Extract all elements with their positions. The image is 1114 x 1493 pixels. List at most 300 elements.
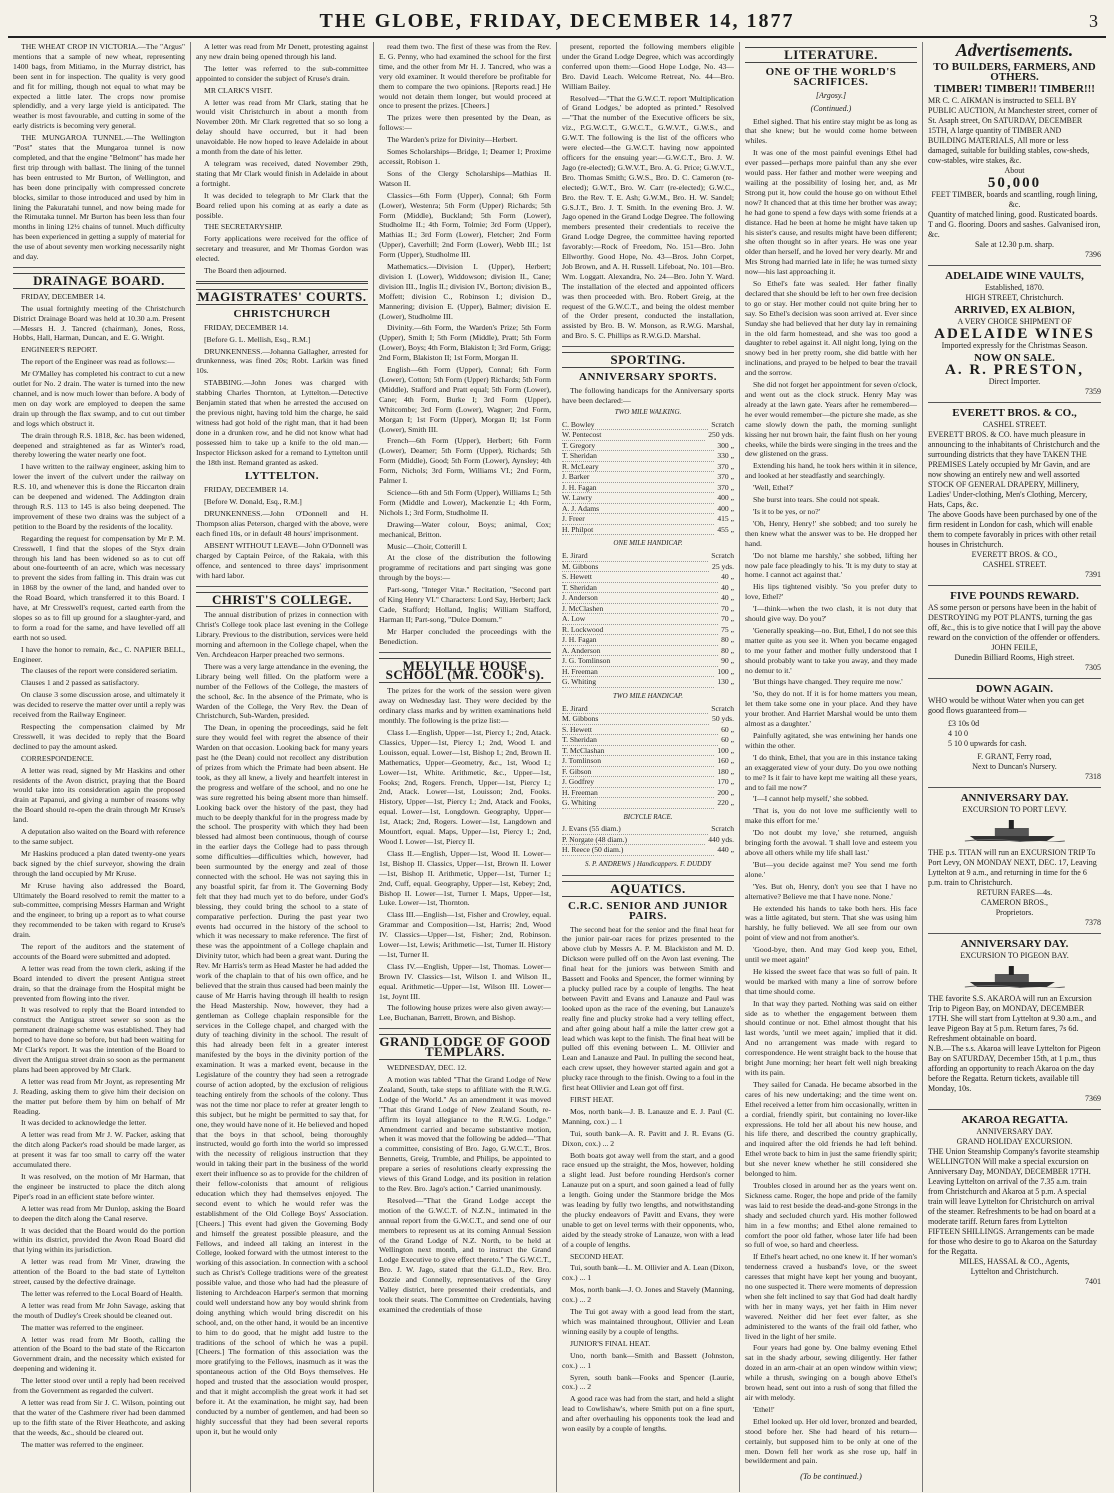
drapery-ad bbox=[928, 408, 1101, 580]
competitor-name: R. McLeary bbox=[562, 462, 714, 473]
paragraph: STABBING.—John Jones was charged with stabbing Charles Thornton, at Lyttelton.—Detective Benjamin stated that when he arrested the accused on the previous night, having told him the charge, he said witness had got hold of the right man, that it had been done in a drunken row, and he did not know what had possessed him to take up a knife to the old man.—Inspector Hickson asked for a remand to Lyttelton until the 18th inst. Remand granted as asked. bbox=[196, 378, 368, 467]
paragraph: The annual distribution of prizes in connection with Christ's College took place last evening in the College Library. Previous to the distribution, services were held morning and afternoon in the College chapel, when the Ven. Archdeacon Harper preached two sermons. bbox=[196, 610, 368, 660]
paragraph: Classics—6th Form (Upper), Connal; 6th Form (Lower), Westenra; 5th Form (Upper) Richards; 5th Form (Middle), Buckland; 5th Form (Lower), Studholme II.; 4th Form, Tolmie; 3rd Form (Upper), Mathias II.; 3rd Form (Lower), Fletcher; 2nd Form (Upper), Caverhill; 2nd Form (Lower), Webb III.; 1st Form (Upper), Studholme III. bbox=[379, 190, 551, 260]
paragraph: Ethel sighed. That his entire stay might be as long as that she knew; but he would come home between whiles. bbox=[745, 116, 917, 146]
water-ad bbox=[928, 684, 1101, 782]
competitor-name: A. J. Adams bbox=[562, 504, 714, 515]
ad-body: THE Union Steamship Company's favorite steamship WELLINGTON Will make a special excursion on Anniversary Day, MONDAY, DECEMBER 17TH. Leaving Lyttelton on arrival of the 7.35 a.m. train from Christchurch and Akaroa at 5 p.m. A special train will leave Lyttelton for Christchurch on arrival of the steamer. Refreshments to be had on board at a moderate tariff. Return fares from Lyttelton FIFTEEN SHILLINGS. Arrangements can be made for those who desire to go to Akaroa on the Saturday for the Regatta. bbox=[928, 1146, 1100, 1256]
magistrates-courts-heading: MAGISTRATES' COURTS. bbox=[197, 288, 367, 304]
divider bbox=[196, 586, 368, 587]
ad-body: N.B.—The s.s. Akaroa will leave Lyttelton for Pigeon Bay on SATURDAY, December 15th, at 1 p.m., thus affording an opportunity to reach Akaroa on the day before the Regatta. Return tickets, available till Monday, 10s. bbox=[928, 1043, 1101, 1093]
competitor-name: H. Philpot bbox=[562, 525, 714, 536]
paragraph: Forty applications were received for the office of secretary and treasurer, and Mr Thomas Gordon was elected. bbox=[196, 234, 368, 264]
drainage-board-heading: DRAINAGE BOARD. bbox=[13, 273, 185, 289]
paragraph: The second heat for the senior and the final heat for the junior pair-oar races for prizes presented to the above club by Messrs A. P. M. Blackiston and M. D. Dickson were pulled off on the Avon last evening. The final heat for the juniors was between Smith and Bassett and Fooks and Spencer, the former winning by a plucky pulled race by a couple of lengths. The heat between Pavitt and Evans and Lanauze and Paul was looked upon as the race of the evening, but Lanauze's really fine and plucky stroke had a very telling effect, and after going about half a mile the latter crew got a lead which was kept to the finish. The final heat will be pulled off this evening between L. M. Ollivier and Lean and Lanauze and Paul. In pulling the second heat, each crew upset, they however started again and got a plucky race through to the finish. Owing to a foul in the first heat Ollivier and Lean got off first. bbox=[562, 924, 734, 1093]
ad-number: 7396 bbox=[1085, 249, 1101, 259]
ad-subheading: GRAND HOLIDAY EXCURSION. bbox=[956, 1136, 1073, 1146]
paragraph: A letter was read from Mr Dunlop, asking the Board to deepen the ditch along the Canal reserve. bbox=[13, 1203, 185, 1223]
handicap-entry bbox=[562, 635, 734, 646]
handicap-value: 75 „ bbox=[721, 624, 734, 634]
handicap-value: 40 „ bbox=[721, 593, 734, 603]
paragraph: THE SECRETARYSHIP. bbox=[204, 222, 283, 232]
walking-label: TWO MILE WALKING. bbox=[614, 407, 682, 416]
good-templars-continued bbox=[562, 42, 734, 341]
handicap-value: 60 „ bbox=[721, 724, 734, 734]
paragraph: It was decided that the Board would do the portion within its district, provided the Avon Road Board did that lying within its jurisdiction. bbox=[13, 1225, 185, 1255]
handicap-value: 455 „ bbox=[717, 524, 734, 534]
paragraph: Class IV.—English, Upper—1st, Thomas. Lower—Brown IV. Classics—1st, Wilson I. and Wilson II., equal. Arithmetic—Upper—1st, Wilson III. Lower—1st, Joynt III. bbox=[379, 961, 551, 1001]
paragraph: Regarding the request for compensation by Mr P. M. Cresswell, I find that the slopes of the Styx drain through his land has been widened so as to cut off about one-fourteenth of an acre, which was necessary to prevent the sides from falling in. This drain was cut in 1868 by the owner of the land, and handed over to the Road Board, which transferred it to this Board. I have, at Mr Cresswell's request, carted earth from the slopes so as to fill up ground for a slaughter-yard, and to form a road for the same, and have levelled off all earth not so used. bbox=[13, 533, 185, 642]
competitor-name: T. Sheridan bbox=[562, 451, 714, 462]
handicap-entry bbox=[562, 551, 734, 562]
paragraph: The Dean, in opening the proceedings, said he felt sure they would feel with regret the absence of their Warden on that occasion. Looking back for many years past he (the Dean) could not recollect any distribution of prizes from which the Primate had been absent. He took, as they all knew, a lively and heartfelt interest in the progress and welfare of the school, and no one he was sure regretted his being absent more than himself. Looking back over the history of the past, they had much to be deeply thankful for in the progress made by the school. The prosperity with which they had been blessed had almost been continuous, though of course in the earlier days the College had to pass through some difficulties—difficulties which, however, had been surmounted by the energy and zeal of those connected with the school. He was not saying this in any boastful spirit, far from it. The Governing Body felt that they had much yet to do before, under God's blessing, they could bring the school to a state of comparative perfection. During the past year two events had occurred in the history of the school to which it was necessary to make reference. The first of these was the appointment of a College chaplain and Divinity tutor, which had been a great want. During the Rev. Mr Harris's term as Head Master he had added the work of the chaplain to that of his own office, and he believed that the strain thus caused had been mainly the cause of Mr Harris having through ill health to resign the Head Mastership. Now, however, they had a gentleman as College chaplain responsible for the services in the College chapel, and charged with the duty of teaching divinity in the school. The result of this had already been felt in a greater interest manifested by the boys in the divinity portion of the examination. It was a marked event, because in the Legislature of the country they had seen a retrograde course of action adopted, by the exclusion of religious teaching entirely from the schools of the colony. Thus was not the time nor place to refer at greater length to this subject, but he might be permitted to say that, for one, they would have none of it. He believed and hoped that the boys in that school, being thoroughly instructed, would go forth into the world so impressed with the necessity of religious instruction that they would in taking their part in the business of the world exert their influence so as to provide for the children of their fellow-colonists that amount of religious education which they had themselves enjoyed. The second event to which he would refer was the establishment of the Old College Boys' Association. [Cheers.] This event had given the Governing Body and himself the greatest possible pleasure, and the Fellows, and indeed all taking an interest in the College, looked forward with the utmost interest to the working of this association. In connection with a school such as Christ's College traditions were of the greatest possible value, and those who had had the pleasure of listening to Archdeacon Harper's sermon that morning could well understand how any boy would shrink from doing anything which would bring discredit on his school, and, on the other hand, it would be an incentive to him to do good, that he might add lustre to the traditions of the school of which he was a pupil. [Cheers.] The formation of this association was the more gratifying to the Fellows, inasmuch as it was the spontaneous action of the Old Boys themselves. He hoped and trusted that the association would prosper, and that it might accomplish the great work it had set before it. At the examination, he might say, had been conducted by a number of gentlemen, and had been so highly successful that they had been several reports upon it, but he would only bbox=[196, 723, 368, 1436]
handicap-entry bbox=[562, 604, 734, 615]
ad-text: Established, 1870. bbox=[985, 282, 1044, 292]
competitor-name: J. G. Tomlinson bbox=[562, 656, 718, 667]
ad-text: Sale at 12.30 p.m. sharp. bbox=[974, 239, 1055, 249]
competitor-name: A. Low bbox=[562, 614, 718, 625]
paragraph: ENGINEER'S REPORT. bbox=[21, 345, 98, 355]
handicap-value: 440 yds. bbox=[708, 834, 734, 844]
handicap-entry bbox=[562, 451, 734, 462]
competitor-name: W. Lawry bbox=[562, 493, 714, 504]
story-source: [Argosy.] bbox=[815, 90, 847, 100]
handicap-value: 80 „ bbox=[721, 635, 734, 645]
handicap-value: 220 „ bbox=[717, 798, 734, 808]
paragraph: Resolved—"That the G.W.C.T. report 'Multiplication of Grand Lodges,' be adopted as printed." Resolved—"That the number of the Executive officers be six, viz., P.G.W.C.T., G.W.C.T., G.W.V.T., G.W.S., and G.W.T. The following is the list of the officers who were elected—the G.W.C.T. having now appointed officers for the ensuing year:—G.W.C.T., Bro. J. W. Jago (re-elected); G.W.V.T., Bro. A. G. Price; G.W.V.T., Bro. Thomas Smith; G.W.S., Bro. D. C. Cameron (re-elected); G.W.T., Bro. W. Carr (re-elected); G.W.C., Bro. the Rev. T. E. Ash; G.W.M., Bro. H. W. Sandel; G.S.J.T., Bro. J. T. Smith. In the evening Bro. J. W. Jago opened in the Grand Lodge Degree. The following members presented their credentials to receive the Grand Lodge Degree, the committee having reported favorably:—Rock of Freedom, No. 151—Bro. John Ellworthy. Good Hope, No. 43—Bros. John Corpet, Job Brown, and A. H. Russell. Lifeboat, No. 101—Bro. Wm. Loggatt. Alexandra, No. 24—Bro. John Y. Ward. The installation of the elected and appointed officers was then proceeded with. Bro. Robert Greig, at the request of the G.W.C.T., and being the oldest member of the Order present, conducted the installation, assisted by Bro. B. W. Monson, as R.W.G. Marshal, and Bro. S. C. Phillips as R.W.G.D. Marshal. bbox=[562, 93, 734, 341]
handicap-value: Scratch bbox=[711, 419, 734, 429]
paragraph: 'Oh, Henry, Henry!' she sobbed; and too surely he then knew what the answer was to be. He dropped her hand. bbox=[745, 518, 917, 548]
christchurch-court-article bbox=[196, 323, 368, 468]
handicap-entry bbox=[562, 420, 734, 431]
ad-body: EVERETT BROS. & CO. have much pleasure in announcing to the inhabitants of Christchurch and the surrounding districts that they have TAKEN THE PREMISES Lately occupied by Mr Gavin, and are now showing an entirely new and well assorted STOCK OF GENERAL DRAPERY, Millinery, Ladies' Under-clothing, Men's Clothing, Mercery, Hats, Caps, &c. bbox=[928, 429, 1100, 509]
ad-number: 7359 bbox=[1085, 386, 1101, 396]
ad-subheading: NOW ON SALE. bbox=[974, 351, 1055, 364]
paragraph: She did not forget her appointment for seven o'clock, and went out as the clock struck. Henry May was already at the lawn gate. Years after he remembered—he ever would remember—the picture she made, as she came slowly down the path, the morning sunlight kissing her nut brown hair, the faint flush on her young cheeks, while the birds were singing in the trees and the dew glistened on the grass. bbox=[745, 380, 917, 459]
paragraph: Divinity.—6th Form, the Warden's Prize; 5th Form (Upper), Smith I; 5th Form (Middle), Pratt; 5th Form (Lower), Boys; 4th Form, Blakiston I; 3rd Form, Grigg; 2nd Form, Blakiston II; 1st Form, Morgan II. bbox=[379, 323, 551, 363]
competitor-name: H. Freeman bbox=[562, 788, 714, 799]
ad-text: FEET TIMBER, boards and scantling, rough lining, &c. bbox=[931, 189, 1098, 209]
price-row: 5 10 0 upwards for cash. bbox=[948, 738, 1027, 748]
handicap-value: 40 „ bbox=[721, 572, 734, 582]
handicap-value: 50 yds. bbox=[712, 714, 734, 724]
paragraph: Somes Scholarships—Bridge, 1; Deamer 1; Proxime accessit, Robison 1. bbox=[379, 147, 551, 166]
ad-text: A VERY CHOICE SHIPMENT OF bbox=[957, 316, 1072, 326]
good-templars-article bbox=[379, 1063, 551, 1315]
ad-heading: ANNIVERSARY DAY. bbox=[960, 937, 1069, 950]
competitor-name: J. Evans (55 diam.) bbox=[562, 824, 708, 835]
ad-heading: TO BUILDERS, FARMERS, AND OTHERS. bbox=[933, 60, 1096, 83]
paragraph: Mos, north bank—J. B. Lanauze and E. J. Paul (C. Manning, cox.) ... 1 bbox=[562, 1106, 734, 1126]
handicap-value: 370 „ bbox=[717, 461, 734, 471]
handicap-entry bbox=[562, 788, 734, 799]
paragraph: 'Good-bye, then. And may God keep you, Ethel, until we meet again!' bbox=[745, 945, 917, 965]
masthead bbox=[8, 6, 1106, 38]
divider bbox=[928, 402, 1101, 403]
ad-text: CAMERON BROS., bbox=[981, 897, 1048, 907]
paragraph: Troubles closed in around her as the years went on. Sickness came. Roger, the hope and pride of the family was laid to rest beside the dead-and-gone Strongs in the shady and secluded church yard. His mother followed him in a few months; and Ethel alone remained to comfort the poor old father, whose later life had been so full of woe, so hard and cheerless. bbox=[745, 1180, 917, 1250]
handicap-entry bbox=[562, 835, 734, 846]
handicap-entry bbox=[562, 525, 734, 536]
paragraph: A letter was read from Mr Viner, drawing the attention of the Board to the bad state of Lyttelton street, caused by the defective drainage. bbox=[13, 1257, 185, 1287]
paragraph: Tui, south bank—A. R. Pavitt and J. R. Evans (G. Dixon, cox.) ... 2 bbox=[562, 1128, 734, 1148]
christs-college-article bbox=[196, 610, 368, 1436]
ad-text: RETURN FARES—4s. bbox=[976, 887, 1053, 897]
paragraph: Class II.—English, Upper—1st, Wood II. Lower—1st, Bishop II. Classics, Upper—1st, Brown II. Lower—1st, Bishop II. Arithmetic, Upper—1st, Turner I.; 2nd, Cuff, equal. Geography, Upper—1st, Kebey; 2nd, Bishop II. Lower—1st, Turner I. Maps, Upper—1st, Luke. Lower—1st, Thornton. bbox=[379, 848, 551, 908]
ad-heading: AKAROA REGATTA. bbox=[961, 1113, 1068, 1126]
ad-subheading: EXCURSION TO PORT LEVY. bbox=[962, 804, 1067, 814]
paragraph: FRIDAY, DECEMBER 14. bbox=[21, 291, 106, 301]
bicycle-label: BICYCLE RACE. bbox=[623, 812, 673, 821]
handicap-entry bbox=[562, 677, 734, 688]
anniversary-sports-subheading: ANNIVERSARY SPORTS. bbox=[579, 371, 717, 384]
ad-text: HIGH STREET, Christchurch. bbox=[965, 292, 1064, 302]
col1-intro-paras bbox=[13, 42, 185, 262]
paragraph: A letter was read, signed by Mr Haskins and other residents of the Avon district, praying that the Board would take into its consideration again the proposed drain at Papanui, and giving a number of reasons why the Board should re-open the drain through Mr Kruse's land. bbox=[13, 765, 185, 825]
paragraph: Extending his hand, he took hers within it in silence, and looked at her steadfastly and searchingly. bbox=[745, 461, 917, 481]
handicap-entry bbox=[562, 756, 734, 767]
paragraph: The drain through R.S. 1818, &c. has been widened, deepened and straightened as far as Winter's road, thereby lowering the water nearly one foot. bbox=[13, 430, 185, 460]
paragraph: JUNIOR'S FINAL HEAT. bbox=[570, 1338, 651, 1348]
handicap-value: 25 yds. bbox=[712, 561, 734, 571]
ad-text: Direct Importer. bbox=[988, 376, 1041, 386]
sports-intro: The following handicaps for the Anniversary sports have been declared:— bbox=[562, 386, 734, 405]
handicap-value: Scratch bbox=[711, 551, 734, 561]
paragraph: I have written to the railway engineer, asking him to lower the invert of the culvert under the railway on R.S. 10, and whenever this is done the Riccarton drain can be deepened and widened. The Addington drain through R.S. 113 to 145 is also being deepened. The improvement of these two drains was the subject of a petition to the Board by the residents of the locality. bbox=[13, 462, 185, 531]
competitor-name: J. McClashen bbox=[562, 604, 718, 615]
paragraph: A letter was read from Mr Booth, calling the attention of the Board to the bad state of the Riccarton Government drain, and the necessity which existed for deepening and widening it. bbox=[13, 1334, 185, 1374]
ad-heading: ADELAIDE WINE VAULTS, bbox=[945, 269, 1084, 282]
port-levy-excursion-ad bbox=[928, 793, 1101, 928]
paragraph: FRIDAY, DECEMBER 14. bbox=[204, 485, 289, 495]
column-4 bbox=[557, 42, 740, 1492]
paragraph: 'I do think, Ethel, that you are in this instance taking an exaggerated view of your duty. Do you owe nothing to me? Is it fair to have kept me waiting all these years, and to fail me now?' bbox=[745, 752, 917, 792]
competitor-name: E. Jirard bbox=[562, 704, 708, 715]
timber-auction-ad bbox=[928, 62, 1101, 260]
divider bbox=[928, 787, 1101, 788]
page-title: THE GLOBE, FRIDAY, DECEMBER 14, 1877 bbox=[319, 10, 795, 32]
paragraph: The following house prizes were also given away:—Lee, Buchanan, Barrett, Brown, and Bishop. bbox=[379, 1003, 551, 1023]
one-mile-label: ONE MILE HANDICAP. bbox=[613, 539, 683, 548]
two-mile-entries bbox=[562, 704, 734, 809]
paragraph: The matter was referred to the engineer. bbox=[21, 1439, 144, 1449]
handicap-value: 370 „ bbox=[717, 472, 734, 482]
lyttelton-court-article bbox=[196, 485, 368, 580]
paragraph: DRUNKENNESS.—John O'Donnell and H. Thompson alias Peterson, charged with the above, were each fined 10s, or in default 48 hours' imprisonment. bbox=[196, 509, 368, 538]
lyttelton-subheading: LYTTELTON. bbox=[245, 470, 319, 483]
paragraph: Ethel looked up. Her old lover, bronzed and bearded, stood before her. She had heard of his return—certainly, but supposed him to be only at one of the men. Down fell her work as she rose up, half in bewilderment and pain. bbox=[745, 1416, 917, 1466]
handicap-entry bbox=[562, 562, 734, 573]
paragraph: Mr Haskins produced a plan dated twenty-one years back signed by the chief surveyor, showing the drain through the land occupied by Mr Kruse. bbox=[13, 848, 185, 878]
reward-ad bbox=[928, 591, 1101, 673]
one-mile-entries bbox=[562, 551, 734, 688]
paragraph: A letter was read from Sir J. C. Wilson, pointing out that the water of the Cashmere river had been dammed up to the fifth state of the River Heathcote, and asking that the weeds, &c., should be cleared out. bbox=[13, 1398, 185, 1437]
ad-body: Quantity of matched lining, good. Rusticated boards. T and G. flooring. Doors and sashes. Galvanised iron, &c. bbox=[928, 209, 1101, 239]
ad-text: About bbox=[1004, 165, 1025, 175]
competitor-name: J. H. Fagan bbox=[562, 635, 718, 646]
paragraph: The prizes were then presented by the Dean, as follows:— bbox=[379, 113, 551, 133]
competitor-name: M. Gibbons bbox=[562, 714, 709, 725]
paragraph: A telegram was received, dated November 29th, stating that Mr Clark would finish in Adelaide in about a fortnight. bbox=[196, 158, 368, 188]
ad-number: 7318 bbox=[1085, 771, 1101, 781]
ad-heading: DOWN AGAIN. bbox=[975, 682, 1053, 695]
ad-heading: FIVE POUNDS REWARD. bbox=[950, 589, 1079, 602]
handicap-value: 170 „ bbox=[717, 777, 734, 787]
divider bbox=[379, 1028, 551, 1029]
paragraph: The matter was referred to the engineer. bbox=[21, 1322, 144, 1332]
paragraph: The clauses of the report were considered seriatim. bbox=[21, 666, 178, 676]
handicap-entry bbox=[562, 735, 734, 746]
story-continued-label: (Continued.) bbox=[810, 103, 852, 113]
paragraph: WEDNESDAY, DEC. 12. bbox=[387, 1063, 467, 1073]
paragraph: A letter was read from Mr Joynt, as representing Mr J. Reading, asking them to give him their decision on the matter put before them by him on behalf of Mr Reading. bbox=[13, 1076, 185, 1116]
paragraph: Mos, north bank—J. O. Jones and Stavely (Manning, cox.) ... 2 bbox=[562, 1285, 734, 1305]
paragraph: Class I.—English, Upper—1st, Piercy I.; 2nd, Atack. Classics, Upper—1st, Piercy I.; 2nd, Wood I. and Louisson, equal. Lower—1st, Bishop I.; 2nd, Brown II. Mathematics, Upper—Geometry, &c., 1st, Wood I.; Lower—1st, White. Arithmetic, &c., Upper—1st, Fooks; 2nd, Rogers. French, Upper—1st, Piercy I.; 2nd, Atack. Lower—1st, Louisson; 2nd, Fooks. History, Upper—1st, Piercy I.; 2nd, Atack and Fooks, equal. Lower—1st, Longdown. Geography, Upper—1st, Atack; 2nd, Rogers. Lower—1st, Langdown and Mountfort, equal. Maps, Upper—1st, Piercy I.; 2nd, Wood I. Lower—1st, Piercy II. bbox=[379, 728, 551, 846]
to-be-continued: (To be continued.) bbox=[800, 1471, 862, 1482]
two-mile-label: TWO MILE HANDICAP. bbox=[612, 691, 684, 700]
paragraph: If Ethel's heart ached, no one knew it. If her woman's tenderness craved a husband's love, or the sweet caresses that might have kept her young and buoyant, no one suspected it. There were moments of depression when she felt inclined to say that God had dealt hardly with her in many ways, yet her faith in Him never wavered. Neither did her feet ever falter, as she administered to the wants of the frail old father, who lived in the light of her smile. bbox=[745, 1252, 917, 1341]
ad-text: Lyttelton and Christchurch. bbox=[970, 1266, 1059, 1276]
paragraph: It was decided to acknowledge the letter. bbox=[21, 1118, 147, 1128]
melville-house-article bbox=[379, 686, 551, 1023]
paragraph: read them two. The first of these was from the Rev. E. G. Penny, who had examined the school for the first time, and the other from Mr H. J. Tancred, who was a very old examiner. It would therefore be profitable for them to compare the two opinions. [Reports read.] He would not detain them longer, but would proceed at once to present the prizes. [Cheers.] bbox=[379, 42, 551, 111]
ad-subheading: ARRIVED, EX ALBION, bbox=[954, 303, 1075, 316]
handicap-value: 330 „ bbox=[717, 451, 734, 461]
paragraph: ABSENT WITHOUT LEAVE—John O'Donnell was charged by Captain Peirce, of the Rakaia, with this offence, and sentenced to three days' imprisonment with hard labor. bbox=[196, 540, 368, 580]
christs-college-heading: CHRIST'S COLLEGE. bbox=[196, 592, 368, 608]
competitor-name: A. Anderson bbox=[562, 646, 718, 657]
paragraph: The usual fortnightly meeting of the Christchurch District Drainage Board was held at 10.30 a.m. Present—Messrs H. J. Tancred (chairman), Jones, Ross, Hobbs, Hall, Harman, Duncan, and E. G. Wright. bbox=[13, 303, 185, 343]
paragraph: Resolved—"That the Grand Lodge accept the motion of the G.W.C.T. of N.Z.N., intimated in the annual report from the G.W.C.T., and send one of our members to represent us at its coming Annual Session of the Grand Lodge of N.Z. North, to be held at Wellington next month, and to instruct the Grand Lodge Executive to give effect thereto." The G.W.C.T., Bro. J. W. Jago, stated that the G.L.D., Rev. Bro. Bozzie and Connelly, representatives of the Grey Valley district, here presented their credentials, and took their seats. The Committee on Credentials, having examined the credentials of those bbox=[379, 1195, 551, 1314]
handicap-entry bbox=[562, 767, 734, 778]
paragraph: He extended his hands to take both hers. His face was a little agitated, but stern. That she was using him harshly, he fully believed. We all see from our own point of view and not from another's. bbox=[745, 903, 917, 943]
paragraph: 'But—you decide against me? You send me forth alone.' bbox=[745, 859, 917, 879]
ad-large-figure: 50,000 bbox=[987, 174, 1042, 191]
ad-number: 7369 bbox=[1085, 1093, 1101, 1103]
handicap-entry bbox=[562, 704, 734, 715]
handicap-entry bbox=[562, 462, 734, 473]
ad-text: Imported expressly for the Christmas Season. bbox=[941, 340, 1088, 350]
paragraph: 'But things have changed. They require me now.' bbox=[753, 677, 903, 687]
good-templars-heading: GRAND LODGE OF GOOD TEMPLARS. bbox=[379, 1034, 551, 1060]
paragraph: Class III.—English—1st, Fisher and Crowley, equal. Grammar and Composition—1st, Harris; 2nd, Wood IV. Classics—Upper—1st, Fisher; 2nd, Robinson. Lower—1st, Lewis; Arithmetic—1st, Turner II. History—1st, Turner II. bbox=[379, 910, 551, 959]
paragraph: 'Well, Ethel?' bbox=[753, 483, 794, 493]
paragraph: Mr O'Malley has completed his contract to cut a new outlet for No. 2 drain. The water is turned into the new channel, and is now much lower than before. A body of men on day work are employed to deepen the same drain up through the flax swamp, and to cut out timber and logs which obstruct it. bbox=[13, 369, 185, 428]
paragraph: 'Generally speaking—no. But, Ethel, I do not see this matter quite as you see it. When you became engaged to me your father and mother fully understood that I should probably want to take you away, and they made no demur to it.' bbox=[745, 625, 917, 675]
handicap-entry bbox=[562, 667, 734, 678]
handicap-value: Scratch bbox=[711, 824, 734, 834]
competitor-name: H. Freeman bbox=[562, 667, 714, 678]
columns bbox=[8, 42, 1106, 1492]
paragraph: 'I—think—when the two clash, it is not duty that should give way. Do you?' bbox=[745, 604, 917, 624]
paragraph: Both boats got away well from the start, and a good race ensued up the straight, the Mos, however, holding a slight lead. Just before rounding Herdson's corner Lanauze put on a spurt, and soon gained a lead of fully a length. Going under the Stanmore bridge the Mos was leading by fully two lengths, and notwithstanding the plucky endeavors of Pavitt and Evans, they were unable to get on level terms with their opponents, who, aided by the steady stroke of Lanauze, won with a lead of a couple of lengths. bbox=[562, 1150, 734, 1249]
handicap-entry bbox=[562, 572, 734, 583]
competitor-name: S. Hewett bbox=[562, 725, 718, 736]
divider bbox=[379, 652, 551, 653]
competitor-name: F. Gibson bbox=[562, 767, 714, 778]
paragraph: The letter was referred to the Local Board of Health. bbox=[21, 1288, 183, 1298]
paragraph: Clauses 1 and 2 passed as satisfactory. bbox=[21, 678, 139, 688]
handicap-value: 80 „ bbox=[721, 645, 734, 655]
paragraph: SECOND HEAT. bbox=[570, 1251, 624, 1261]
paragraph: CORRESPONDENCE. bbox=[21, 753, 94, 763]
ad-body: The above Goods have been purchased by one of the firm resident in London for cash, which will enable them to compete favorably in prices with other retail houses in Christchurch. bbox=[928, 509, 1098, 549]
paragraph: A letter was read from Mr Clark, stating that he would visit Christchurch in about a month from November 20th. Mr Clark regretted that so so long a delay should have occurred, but it had been unavoidable. He now hoped to leave Adelaide in about a month from the date of his letter. bbox=[196, 97, 368, 157]
story-text bbox=[745, 117, 917, 1467]
ad-text: Dunedin Billiard Rooms, High street. bbox=[954, 652, 1075, 662]
ad-subheading: ANNIVERSARY DAY. bbox=[976, 1126, 1053, 1136]
paragraph: Sons of the Clergy Scholarships—Mathias II. Watson II. bbox=[379, 168, 551, 188]
paragraph: 'Do not doubt my love,' she returned, anguish bringing forth the avowal. 'I shall love and esteem you above all others while my life shall last.' bbox=[745, 828, 917, 857]
paragraph: The letter stood over until a reply had been received from the Government as regarded the culvert. bbox=[13, 1376, 185, 1396]
ad-number: 7378 bbox=[1085, 917, 1101, 927]
paragraph: 'Do not blame me harshly,' she sobbed, lifting her now pale face pleadingly to his. 'It is my duty to stay at home. I cannot act against that.' bbox=[745, 550, 917, 580]
handicap-entry bbox=[562, 514, 734, 525]
paragraph: Part-song, "Integer Vitæ." Recitation, "Second part of King Henry VI." Characters: Lord Say, Herbert; Jack Cade, Stafford; Holland, Inglis; William Stafford, Harman II; Part-song, "Dulce Domum." bbox=[379, 585, 551, 624]
handicap-value: 200 „ bbox=[717, 787, 734, 797]
ad-number: 7391 bbox=[1085, 569, 1101, 579]
paragraph: MR CLARK'S VISIT. bbox=[204, 85, 273, 95]
handicap-entry bbox=[562, 746, 734, 757]
handicap-entry bbox=[562, 625, 734, 636]
handicap-entry bbox=[562, 798, 734, 809]
divider bbox=[928, 933, 1101, 934]
price-list bbox=[948, 719, 1101, 749]
divider bbox=[928, 1109, 1101, 1110]
paragraph: present, reported the following members eligible under the Grand Lodge Degree, which was accordingly conferred upon them:—Good Hope Lodge, No. 43—Bro. David Leach. Welcome Retreat, No. 44—Bro. William Bailey. bbox=[562, 42, 734, 91]
handicap-value: 415 „ bbox=[717, 514, 734, 524]
handicap-value: 180 „ bbox=[717, 766, 734, 776]
paragraph: 'So, they do not. If it is for home matters you mean, let them take some one in your place. And they have your brother. And Harriet Marshal would be unto them almost as a daughter.' bbox=[745, 689, 917, 729]
column-1 bbox=[8, 42, 191, 1492]
paragraph: Respecting the compensation claimed by Mr Cresswell, it was decided to reply that the Board declined to pay the amount asked. bbox=[13, 722, 185, 751]
divider bbox=[196, 281, 368, 284]
paragraph: He kissed the sweet face that was so full of pain. It would be marked with many a line of sorrow before that time should come. bbox=[745, 966, 917, 996]
walking-entries bbox=[562, 420, 734, 536]
melville-house-heading: MELVILLE HOUSE SCHOOL (MR. COOK'S). bbox=[379, 658, 551, 684]
competitor-name: J. Barker bbox=[562, 472, 714, 483]
paragraph: It was resolved, on the motion of Mr Harman, that the engineer be instructed to place the ditch along Piper's road in an efficient state before winter. bbox=[13, 1171, 185, 1201]
paragraph: It was decided to telegraph to Mr Clark that the Board relied upon his coming at as early a date as possible. bbox=[196, 190, 368, 220]
handicap-entry bbox=[562, 777, 734, 788]
paragraph: His lips tightened visibly. 'So you prefer duty to love, Ethel?' bbox=[745, 582, 917, 602]
competitor-name: J. Godfrey bbox=[562, 777, 714, 788]
paragraph: A good race was had from the start, and held a slight lead to Cowlishaw's, where Smith put on a fine spurt, and after overhauling his opponents took the lead and won easily by a couple of lengths. bbox=[562, 1394, 734, 1434]
bicycle-entries bbox=[562, 824, 734, 856]
paragraph: 'I—I cannot help myself,' she sobbed. bbox=[753, 794, 869, 804]
paragraph: At the close of the distribution the following programme of recitations and part singing was gone through by the boys:— bbox=[379, 553, 551, 583]
paragraph: THE WHEAT CROP IN VICTORIA.—The "Argus" mentions that a sample of new wheat, representing 1400 bags, from Mitiamo, in the Murray district, has been sent in for inspection. The quality is very good and fit for milling, though not equal to what may be expected a little later. The crops now promise splendidly, and a very large yield is anticipated. The weather is most favourable, and cutting in some of the early districts is becoming very general. bbox=[13, 42, 185, 131]
handicap-value: Scratch bbox=[711, 703, 734, 713]
competitor-name: J. Freer bbox=[562, 514, 714, 525]
paragraph: I have the honor to remain, &c., C. NAPIER BELL, Engineer. bbox=[13, 644, 185, 664]
price-row: £3 10s 0d bbox=[948, 718, 980, 728]
handicap-value: 70 „ bbox=[721, 603, 734, 613]
paragraph: Uno, north bank—Smith and Bassett (Johnston, cox.) ... 1 bbox=[562, 1350, 734, 1370]
paragraph: 'That is, you do not love me sufficiently well to make this effort for me.' bbox=[745, 806, 917, 826]
competitor-name: T. Sheridan bbox=[562, 735, 718, 746]
aquatics-heading: AQUATICS. bbox=[562, 881, 734, 897]
paragraph: 'Yes. But oh, Henry, don't you see that I have no alternative? Believe me that I have none. None.' bbox=[745, 881, 917, 901]
handicap-entry bbox=[562, 483, 734, 494]
handicap-value: 70 „ bbox=[721, 614, 734, 624]
handicap-entry bbox=[562, 504, 734, 515]
paragraph: So Ethel's fate was sealed. Her father finally declared that she should be left to her own free decision to go or stay. Her mother could not quite bring her to say. So Ethel's decision was soon arrived at. Ever since Sunday she had believed that her duty lay in remaining in the old farm homestead, and she was too good a daughter to rebel against it. All night long, lying on the snowy bed in her pretty room, she did battle with her inclinations, and prayed to be helped to bear the travail and the sorrow. bbox=[745, 279, 917, 378]
story-title: ONE OF THE WORLD'S SACRIFICES. bbox=[765, 65, 897, 88]
handicap-value: 60 „ bbox=[721, 735, 734, 745]
advertisements-heading: Advertisements. bbox=[955, 42, 1074, 60]
paragraph: Syren, south bank—Fooks and Spencer (Laurie, cox.) ... 2 bbox=[562, 1372, 734, 1392]
steamship-icon bbox=[937, 818, 1093, 842]
ad-large-figure: ADELAIDE WINES bbox=[934, 325, 1095, 342]
competitor-name: W. Pentecost bbox=[562, 430, 705, 441]
ad-body: MR C. C. AIKMAN is instructed to SELL BY PUBLIC AUCTION, At Manchester street, corner of St. Asaph street, On SATURDAY, DECEMBER 15TH, A large quantity of TIMBER AND BUILDING MATERIALS, All more or less damaged, suitable for building stables, cow-sheds, cow-stables, wire stakes, &c. bbox=[928, 95, 1098, 165]
paragraph: Music—Choir, Cotterill I. bbox=[387, 541, 467, 551]
ad-body: WHO would be without Water when you can get good flows guaranteed from— bbox=[928, 695, 1085, 715]
ad-subheading: TIMBER! TIMBER!! TIMBER!!! bbox=[934, 82, 1095, 95]
handicap-entry bbox=[562, 845, 734, 856]
paragraph: Painfully agitated, she was entwining her hands one within the other. bbox=[745, 731, 917, 750]
page-number: 3 bbox=[1089, 11, 1098, 31]
handicap-entry bbox=[562, 824, 734, 835]
paragraph: It was one of the most painful evenings Ethel had ever passed—perhaps more painful than any she ever would pass. Her father and mother were weeping and wailing at the possibility of losing her, and, as Mr Strong put it, how could the house go on without Ethel now? It chanced that at this time her brother was away; he had gone to spend a few days with some friends at a distance. Had he been at home he might have taken up his sister's cause, and results might have been different; she often thought so in after years. He was one year older than herself, and he loved her very dearly. Mr and Mrs Strong had married late in life; he was turned sixty now—his last approaching it. bbox=[745, 148, 917, 277]
paragraph: Drawing—Water colour, Boys; animal, Cox; mechanical, Britton. bbox=[379, 519, 551, 539]
pigeon-bay-excursion-ad bbox=[928, 939, 1101, 1104]
divider bbox=[562, 346, 734, 347]
paragraph: The report of the Engineer was read as follows:— bbox=[21, 357, 175, 367]
ad-body: THE p.s. TITAN will run an EXCURSION TRIP To Port Levy, ON MONDAY NEXT, DEC. 17, Leaving Lyttelton at 9 a.m., and returning in time for the 6 p.m. train to Christchurch. bbox=[928, 847, 1097, 887]
column-3 bbox=[374, 42, 557, 1492]
column-2 bbox=[191, 42, 374, 1492]
paragraph: 'Ethel!' bbox=[753, 1404, 775, 1414]
paragraph: They sailed for Canada. He became absorbed in the cares of his new undertaking; and the time went on. Ethel received a letter from him occasionally, written in a cordial, friendly spirit, but containing no lover-like expressions. He told her all about his new house, and his life there, and described the country graphically, and inquired after the old friends he had left behind. Ethel wrote back to him in just the same friendly spirit; but she never knew whether he still considered she belonged to him. bbox=[745, 1079, 917, 1179]
paragraph: There was a very large attendance in the evening, the Library being well filled. On the platform were a number of the Fellows of the College, the masters of the school, &c. In the absence of the Primate, who is Warden of the College, the Very Rev. the Dean of Christchurch, Sub-Warden, presided. bbox=[196, 661, 368, 721]
divider bbox=[928, 678, 1101, 679]
akaroa-regatta-ad bbox=[928, 1115, 1101, 1287]
christchurch-subheading: CHRISTCHURCH bbox=[233, 307, 331, 320]
handicap-value: 300 „ bbox=[717, 440, 734, 450]
handicap-entry bbox=[562, 583, 734, 594]
handicap-entry bbox=[562, 493, 734, 504]
competitor-name: T. McClashan bbox=[562, 746, 714, 757]
ad-subheading: EXCURSION TO PIGEON BAY. bbox=[960, 950, 1069, 960]
aquatics-article bbox=[562, 925, 734, 1434]
competitor-name: G. Whiting bbox=[562, 677, 714, 688]
handicap-entry bbox=[562, 614, 734, 625]
ad-body: THE favorite S.S. AKAROA will run an Excursion Trip to Pigeon Bay, on MONDAY, DECEMBER 17TH. She will start from Lyttelton at 9.30 a.m., and leave Pigeon Bay at 5 p.m. Return fares, 7s 6d. Refreshment obtainable on board. bbox=[928, 993, 1097, 1043]
competitor-name: T. Sheridan bbox=[562, 583, 718, 594]
sporting-heading: SPORTING. bbox=[562, 352, 734, 368]
handicap-value: 100 „ bbox=[717, 745, 734, 755]
paragraph: In that way they parted. Nothing was said on either side as to whether the engagement between them should continue or not. Ethel almost thought that his last words, 'until we meet again,' implied that it did. And no arrangement was made with regard to correspondence. He went straight back to the house that bright June morning; her heart felt well nigh breaking with its pain. bbox=[745, 998, 917, 1077]
paragraph: A letter was read from Mr J. W. Packer, asking that the ditch along Packer's road should be made larger, as at present it was far too small to carry off the water accumulated there. bbox=[13, 1130, 185, 1170]
ad-heading: ANNIVERSARY DAY. bbox=[960, 791, 1069, 804]
paragraph: Tui, south bank—L. M. Ollivier and A. Lean (Dixon, cox.) ... 1 bbox=[562, 1263, 734, 1283]
competitor-name: C. Bowley bbox=[562, 420, 708, 431]
handicap-value: 440 „ bbox=[717, 845, 734, 855]
steamship-icon bbox=[937, 964, 1093, 988]
handicap-entry bbox=[562, 472, 734, 483]
handicap-value: 370 „ bbox=[717, 482, 734, 492]
handicap-entry bbox=[562, 646, 734, 657]
ad-text: F. GRANT, Ferry road, bbox=[977, 751, 1052, 761]
paragraph: The Tui got away with a good lead from the start, which was maintained throughout, Ollivier and Lean winning easily by a couple of lengths. bbox=[562, 1307, 734, 1336]
handicap-value: 40 „ bbox=[721, 582, 734, 592]
paragraph: The letter was referred to the sub-committee appointed to consider the subject of Kruse's drain. bbox=[196, 63, 368, 83]
paragraph: The Warden's prize for Divinity—Herbert. bbox=[387, 135, 518, 145]
paragraph: A motion was tabled "That the Grand Lodge of New Zealand, South, take steps to affiliate with the R.W.G. Lodge of the World." As an amendment it was moved "That this Grand Lodge of New Zealand South, re-affirm its loyal allegiance to the R.W.G. Lodge." Amendment carried and became substantive motion, when it was moved that the following be added—"That a committee, consisting of Bro. Jago, G.W.C.T., Bros. Bennetts, Greig, Trumble, and Philips, be appointed to prepare a series of resolutions clearly expressing the views of this Grand Lodge, and its position in relation to the Rev. Bro. Jago's action." Carried unanimously. bbox=[379, 1075, 551, 1193]
column-6 bbox=[923, 42, 1106, 1492]
